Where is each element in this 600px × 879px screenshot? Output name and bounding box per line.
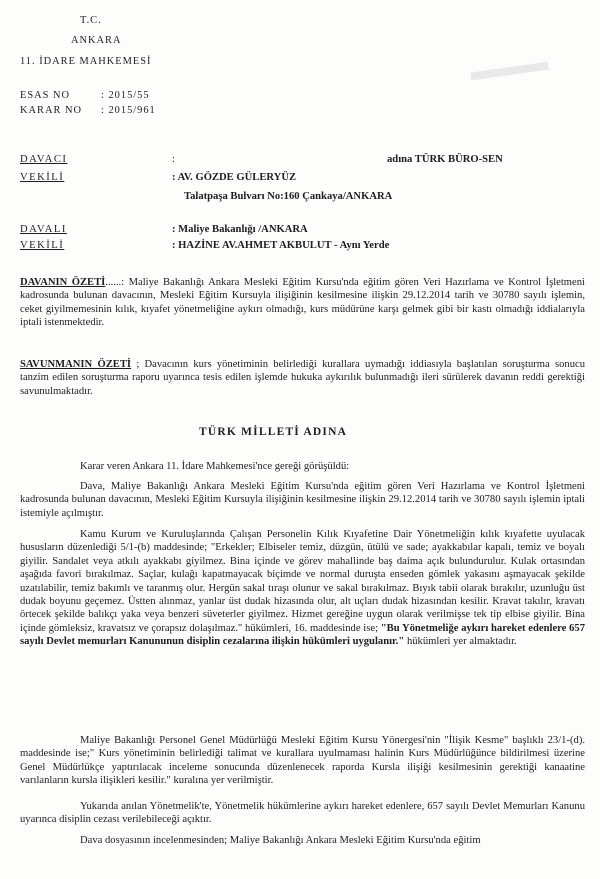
header-city: ANKARA — [71, 35, 122, 46]
body-paragraph-4: Maliye Bakanlığı Personel Genel Müdürlüğü Mesleki Eğitim Kursu Yönergesi'nin "İlişik Kesme" başlıklı 23/1-(d). maddesinde ise;" Kurs yönetiminin belirlediği talimat ve kurallara uyulmaması halinin Kurs Müdürlüğünce bildirilmesi üzerine Genel Müdürlükçe yaptırılacak inceleme sonucunda düzenlenecek raporda Kursla ilişiği kesilmesinin gerektiği kanaatine varılanların kursla ilişikleri kesilir." kuralına yer verilmiştir. — [20, 735, 585, 787]
savunma-ozeti-label: SAVUNMANIN ÖZETİ — [20, 359, 132, 370]
esas-no-value: : 2015/55 — [101, 90, 150, 101]
faded-stamp-mark: ▬▬▬ — [468, 45, 550, 87]
p3-end: hükümleri yer almaktadır. — [404, 636, 517, 648]
davaci-colon: : — [172, 154, 175, 165]
davali-vekili-label: VEKİLİ — [20, 240, 65, 251]
karar-no-label: KARAR NO — [20, 105, 82, 116]
savunma-ozeti-text: ; Davacının kurs yönetiminin belirlediği kurallara uymadığı iddiasıyla başlatılan soruşturma sonucu tanzim edilen soruşturma raporu uyarınca tesis edilen işlemde hukuka aykırılık bulunmadığı ileri sürülerek davanın reddi gerektiği savunulmaktadır. — [20, 359, 585, 397]
body-paragraph-5: Yukarıda anılan Yönetmelik'te, Yönetmelik hükümlerine aykırı hareket edenlere, 657 sayılı Devlet Memurları Kanunu uyarınca disiplin cezası verilebileceği açıktır. — [20, 801, 585, 826]
header-court: 11. İDARE MAHKEMESİ — [20, 56, 152, 67]
davaci-vekili-value: : AV. GÖZDE GÜLERYÜZ — [172, 172, 297, 183]
savunma-ozeti — [20, 358, 585, 398]
davaci-value: adına TÜRK BÜRO-SEN — [387, 154, 503, 165]
davali-vekili-value: : HAZİNE AV.AHMET AKBULUT - Aynı Yerde — [172, 240, 390, 251]
body-paragraph-6: Dava dosyasının incelenmesinden; Maliye Bakanlığı Ankara Mesleki Eğitim Kursu'nda eğitim — [80, 835, 481, 846]
dava-ozeti-label: DAVANIN ÖZETİ — [20, 277, 106, 288]
esas-no-label: ESAS NO — [20, 90, 71, 101]
header-tc: T.C. — [80, 15, 102, 26]
davali-label: DAVALI — [20, 224, 67, 235]
davaci-vekili-label: VEKİLİ — [20, 172, 65, 183]
dava-ozeti-text: : Maliye Bakanlığı Ankara Mesleki Eğitim Kursu'nda eğitim gören Veri Hazırlama ve Kontrol İşletmeni kadrosunda bulunan davacının, Mesleki Eğitim Kursuyla ilişiğinin kesilmesine ilişkin 29.12.2014 tarih ve 30780 sayılı işlemin, ceket giyilmemesinin kılık, kıyafet yönetmeliğine aykırı olmadığı, kurs müdürüne karşı gelmek gibi bir kastı olmadığı iddialarıyla iptali istenmektedir. — [20, 277, 585, 329]
p3-start: Kamu Kurum ve Kuruluşlarında Çalışan Personelin Kılık Kıyafetine Dair Yönetmeliğin kılık kıyafette uyulacak hususların düzenlediği 5/1-(b) maddesinde; "Erkekler; Elbiseler temiz, düzgün, ütülü ve sade; ayakkabılar kapalı, temiz ve boyalı giyilir. Sandalet veya atkılı ayakkabı giyilmez. Bina içinde ve görev mahallinde baş daima açık bulundurulur. Kulak ortasından aşağıda favori bırakılmaz. Saçlar, kulağı kapatmayacak biçimde ve normal duruşta enseden gömlek yakasını aşmayacak şekilde uzatılabilir, temiz bakımlı ve taranmış olur. Hergün sakal tıraşı olunur ve sakal bırakılmaz. Bıyık tabii olarak bırakılır, uzunluğu üst dudak boyunu geçemez. Üstten alınmaz, yanlar üst dudak hizasında olur, alt uçları dudak hizasından kesilir. Kravat takılır, kravatı örtecek şekilde balıkçı yaka veya benzeri süveterler giyilmez. Hizmet gereğine uygun olarak verilmişse tek tip elbise giyilir. Bina içinde gömleksiz, kravatsız ve çorapsız dolaşılmaz." hükümleri, 16. maddesinde ise; — [20, 529, 585, 634]
karar-no-value: : 2015/961 — [101, 105, 156, 116]
davali-value: : Maliye Bakanlığı /ANKARA — [172, 224, 308, 235]
davaci-vekili-address: Talatpaşa Bulvarı No:160 Çankaya/ANKARA — [184, 191, 393, 202]
davaci-label: DAVACI — [20, 154, 68, 165]
dava-ozeti-dots: ...... — [105, 277, 122, 288]
p3-bold: "Bu Yönetmeliğe aykırı hareket edenlere 657 sayılı Devlet memurları Kanununun disiplin cezalarına ilişkin hükümleri uygulanır." — [20, 622, 585, 648]
body-paragraph-1: Karar veren Ankara 11. İdare Mahkemesi'nce gereği görüşüldü: — [80, 461, 350, 472]
dava-ozeti — [20, 276, 585, 330]
judgment-title: TÜRK MİLLETİ ADINA — [199, 426, 348, 438]
body-paragraph-2: Dava, Maliye Bakanlığı Ankara Mesleki Eğitim Kursu'nda eğitim gören Veri Hazırlama ve Kontrol İşletmeni kadrosunda bulunan davacının, Mesleki Eğitim Kursuyla ilişiğinin kesilmesine ilişkin 29.12.2014 tarih ve 30780 sayılı işlemin iptali istemiyle açılmıştır. — [20, 481, 585, 519]
body-paragraph-3 — [20, 528, 585, 649]
